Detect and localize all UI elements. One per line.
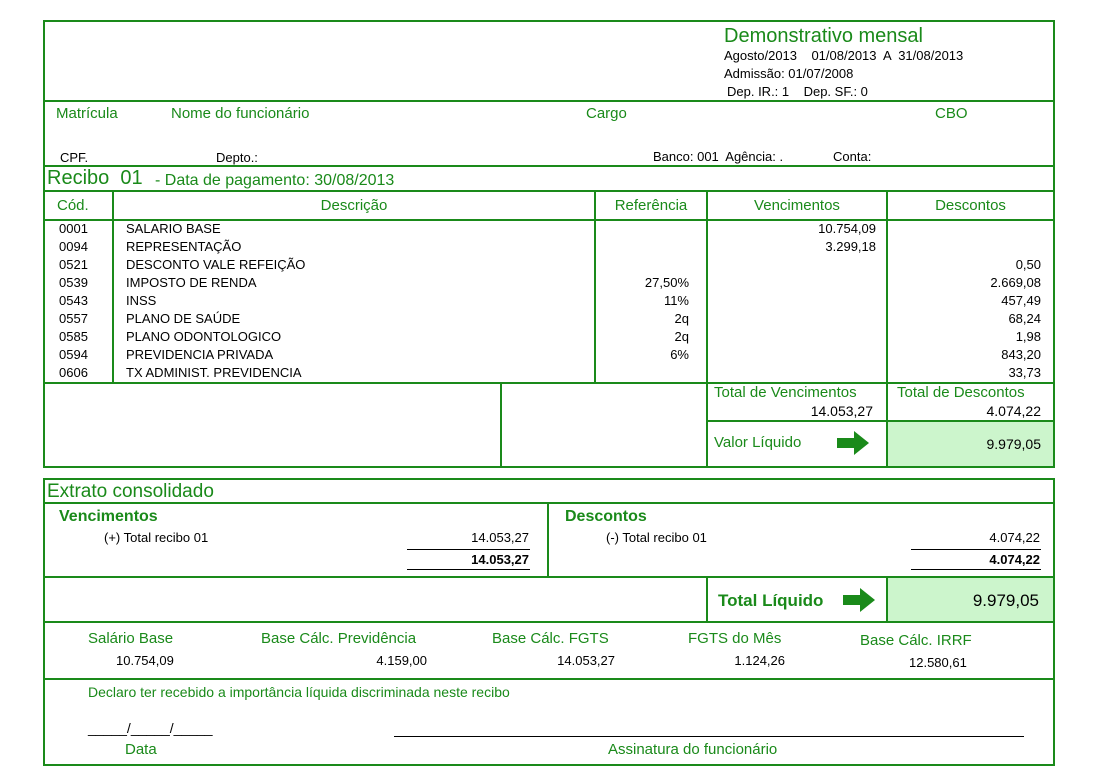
dependents: Dep. IR.: 1 Dep. SF.: 0	[727, 84, 868, 99]
cbo-label: CBO	[935, 105, 968, 122]
col-descontos: Descontos	[935, 197, 1006, 214]
valor-liquido-label: Valor Líquido	[714, 434, 802, 451]
extrato-desc-item-value: 4.074,22	[989, 530, 1040, 545]
cpf-label: CPF.	[60, 150, 89, 165]
cargo-label: Cargo	[586, 105, 627, 122]
payment-date: - Data de pagamento: 30/08/2013	[155, 172, 395, 189]
row-descricao: REPRESENTAÇÃO	[126, 239, 242, 254]
row-referencia: 2q	[674, 329, 689, 344]
base-fgts-label: Base Cálc. FGTS	[492, 630, 609, 647]
total-desc-value: 4.074,22	[986, 403, 1041, 419]
depto-label: Depto.:	[216, 150, 258, 165]
extrato-desc-total: 4.074,22	[989, 552, 1040, 567]
row-cod: 0606	[59, 365, 88, 380]
extrato-desc-item: (-) Total recibo 01	[606, 530, 707, 545]
signature-line[interactable]	[394, 736, 1024, 737]
declaracao-text: Declaro ter recebido a importância líquida discriminada neste recibo	[88, 684, 510, 700]
recibo-title: Recibo 01	[47, 167, 143, 189]
col-descricao: Descrição	[320, 197, 388, 214]
row-cod: 0521	[59, 257, 88, 272]
row-descricao: SALARIO BASE	[126, 221, 221, 236]
extrato-title: Extrato consolidado	[47, 481, 214, 502]
row-vencimento: 3.299,18	[825, 239, 876, 254]
row-desconto: 457,49	[1001, 293, 1041, 308]
nome-label: Nome do funcionário	[171, 105, 310, 122]
row-descricao: PREVIDENCIA PRIVADA	[126, 347, 274, 362]
total-desc-label: Total de Descontos	[897, 384, 1025, 401]
base-prev-value: 4.159,00	[376, 653, 427, 668]
row-referencia: 2q	[674, 311, 689, 326]
base-irrf-value: 12.580,61	[909, 655, 967, 670]
row-referencia: 11%	[663, 293, 689, 308]
document-title: Demonstrativo mensal	[724, 25, 923, 47]
extrato-venc-item-value: 14.053,27	[471, 530, 529, 545]
row-descricao: PLANO ODONTOLOGICO	[126, 329, 282, 344]
valor-liquido-value: 9.979,05	[986, 436, 1041, 452]
extrato-venc-total: 14.053,27	[471, 552, 529, 567]
row-descricao: TX ADMINIST. PREVIDENCIA	[126, 365, 302, 380]
period: Agosto/2013 01/08/2013 A 31/08/2013	[724, 48, 964, 63]
row-desconto: 33,73	[1008, 365, 1041, 380]
row-descricao: IMPOSTO DE RENDA	[126, 275, 257, 290]
extrato-venc-item: (+) Total recibo 01	[104, 530, 209, 545]
admission-date: Admissão: 01/07/2008	[724, 66, 854, 81]
bank-info: Banco: 001 Agência: .	[653, 149, 784, 164]
row-descricao: DESCONTO VALE REFEIÇÃO	[126, 257, 306, 272]
total-venc-label: Total de Vencimentos	[714, 384, 857, 401]
col-cod: Cód.	[57, 197, 89, 214]
extrato-desc-title: Descontos	[565, 508, 647, 525]
conta-label: Conta:	[833, 149, 872, 164]
row-vencimento: 10.754,09	[818, 221, 876, 236]
row-descricao: INSS	[126, 293, 157, 308]
row-cod: 0094	[59, 239, 88, 254]
row-desconto: 2.669,08	[990, 275, 1041, 290]
row-descricao: PLANO DE SAÚDE	[126, 311, 241, 326]
salario-base-label: Salário Base	[88, 630, 174, 647]
data-label: Data	[125, 741, 157, 758]
base-irrf-label: Base Cálc. IRRF	[860, 632, 972, 649]
row-cod: 0557	[59, 311, 88, 326]
extrato-venc-title: Vencimentos	[59, 508, 158, 525]
total-liquido-label: Total Líquido	[718, 591, 824, 610]
total-liquido-value: 9.979,05	[972, 591, 1039, 610]
row-desconto: 68,24	[1008, 311, 1041, 326]
row-cod: 0539	[59, 275, 88, 290]
base-fgts-value: 14.053,27	[557, 653, 615, 668]
fgts-mes-value: 1.124,26	[734, 653, 785, 668]
row-cod: 0543	[59, 293, 88, 308]
arrow-right-icon	[843, 588, 875, 612]
col-vencimentos: Vencimentos	[754, 197, 840, 214]
row-cod: 0585	[59, 329, 88, 344]
row-desconto: 1,98	[1015, 329, 1041, 344]
base-prev-label: Base Cálc. Previdência	[261, 630, 417, 647]
row-desconto: 843,20	[1001, 347, 1041, 362]
col-referencia: Referência	[614, 197, 688, 214]
total-venc-value: 14.053,27	[810, 403, 873, 419]
date-blank[interactable]: _____/_____/_____	[88, 720, 213, 736]
matricula-label: Matrícula	[56, 105, 118, 122]
row-desconto: 0,50	[1015, 257, 1041, 272]
assinatura-label: Assinatura do funcionário	[608, 741, 778, 758]
row-referencia: 27,50%	[644, 275, 689, 290]
fgts-mes-label: FGTS do Mês	[688, 630, 782, 647]
arrow-right-icon	[837, 431, 869, 455]
row-cod: 0594	[59, 347, 88, 362]
row-cod: 0001	[59, 221, 88, 236]
salario-base-value: 10.754,09	[116, 653, 174, 668]
row-referencia: 6%	[670, 347, 689, 362]
